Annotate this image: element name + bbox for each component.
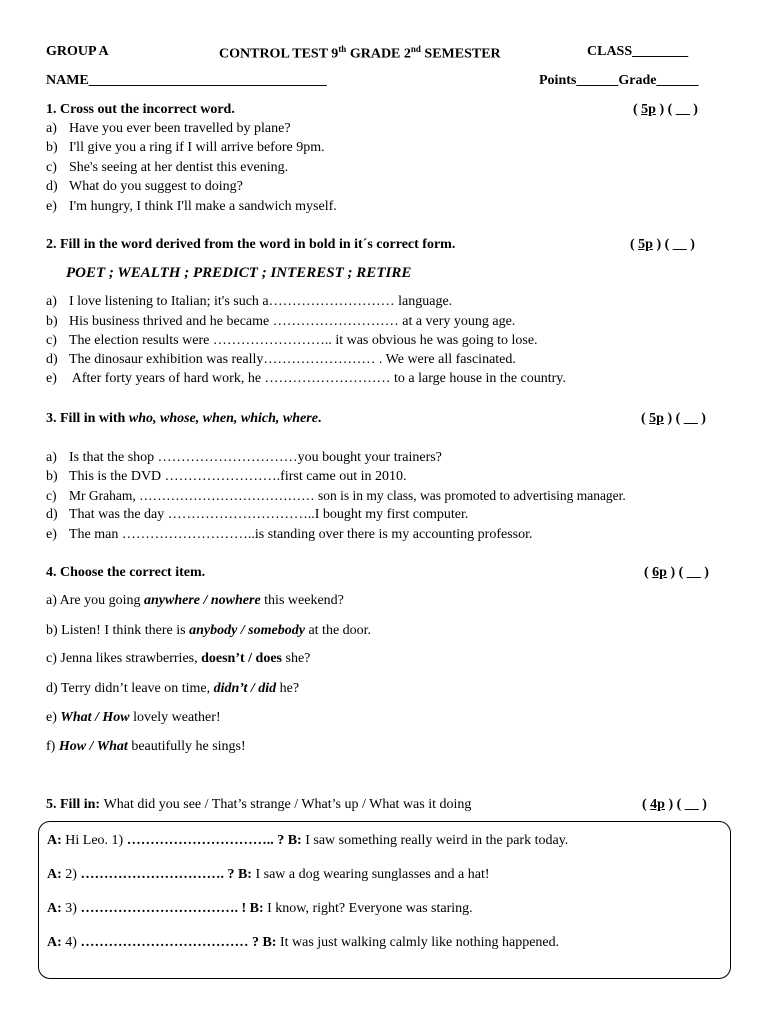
s3-item-e[interactable] [46,527,532,543]
s3-item-c[interactable] [46,488,626,504]
item-text: This is the DVD …………………….first came out in 2010. [69,469,407,484]
dialogue-line-1[interactable] [47,833,568,849]
speaker-a-text: 3) [61,901,81,916]
item-text: lovely weather! [129,710,221,725]
item-label: a) [46,294,57,309]
item-text: a) Are you going [46,593,144,608]
speaker-a: A: [47,935,62,950]
item-text: The election results were …………………….. it was obvious he was going to lose. [69,333,538,348]
section-4-points-close: ) ( __ ) [666,565,709,580]
choice-options[interactable]: doesn’t / does [201,651,283,666]
speaker-b-text: It was just walking calmly like nothing happened. [276,935,560,950]
section-2-points-close: ) ( __ ) [652,237,695,252]
s1-item-d[interactable] [46,179,243,195]
answer-blank[interactable]: ………………………….. ? [126,833,285,848]
s2-item-e[interactable] [46,371,566,387]
answer-blank[interactable]: ……………………………… ? [80,935,259,950]
section-5-points-close: ) ( __ ) [664,797,707,812]
item-text: this weekend? [260,593,344,608]
section-1-points-value: 5p [641,102,656,117]
item-text: b) Listen! I think there is [46,623,190,638]
speaker-b: B: [234,867,252,882]
s2-item-b[interactable] [46,314,515,330]
section-3-points [641,411,706,427]
section-2-points [630,237,695,253]
points-grade-field[interactable]: Points______Grade______ [539,73,699,88]
speaker-b-text: I saw something really weird in the park today. [301,833,569,848]
s4-item-b[interactable] [46,623,371,639]
item-label: e) [46,371,57,386]
item-label: b) [46,140,58,155]
section-5-points [642,797,707,813]
item-text: I love listening to Italian; it's such a……………………… language. [69,294,453,309]
item-label: a) [46,121,57,136]
speaker-a: A: [47,867,62,882]
section-5-title [46,797,471,813]
section-2-title: 2. Fill in the word derived from the word in bold in it´s correct form. [46,237,456,252]
s4-item-d[interactable] [46,681,299,697]
speaker-a: A: [47,833,62,848]
item-label: d) [46,507,58,522]
item-text: at the door. [304,623,372,638]
item-text: Have you ever been travelled by plane? [69,121,291,136]
item-text: Mr Graham, ………………………………… son is in my class, was promoted to advertising manager. [69,488,626,503]
speaker-b: B: [258,935,277,950]
item-text: she? [282,651,311,666]
item-text: The dinosaur exhibition was really…………………… . We were all fascinated. [69,352,516,367]
s1-item-c[interactable] [46,160,288,176]
choice-options[interactable]: anywhere / nowhere [143,593,261,608]
s1-item-e[interactable] [46,199,337,215]
item-text: f) [46,739,59,754]
section-5-title-bold: 5. Fill in: [46,797,104,812]
answer-blank[interactable]: ……………………………. ! [80,901,247,916]
item-text: d) Terry didn’t leave on time, [46,681,214,696]
item-text: e) [46,710,61,725]
section-5-points-open: ( [642,797,651,812]
speaker-a: A: [47,901,62,916]
section-1-points-open: ( [633,102,642,117]
speaker-a-text: 2) [61,867,81,882]
s3-item-b[interactable] [46,469,407,485]
section-4-points [644,565,709,581]
item-text: That was the day …………………………..I bought my first computer. [69,507,469,522]
section-3-title-prefix: 3. Fill in with [46,411,129,426]
item-text: he? [276,681,300,696]
speaker-a-text: 4) [61,935,81,950]
s3-item-a[interactable] [46,450,442,466]
item-label: c) [46,333,57,348]
section-2-points-value: 5p [638,237,653,252]
section-3-points-close: ) ( __ ) [663,411,706,426]
speaker-b: B: [284,833,302,848]
speaker-b: B: [246,901,264,916]
dialogue-line-4[interactable] [47,935,559,951]
name-field[interactable]: NAME__________________________________ [46,73,327,88]
semester-superscript: nd [410,44,421,54]
item-label: b) [46,469,58,484]
item-label: d) [46,352,58,367]
section-4-points-open: ( [644,565,653,580]
s2-item-c[interactable] [46,333,538,349]
s2-item-a[interactable] [46,294,452,310]
s4-item-a[interactable] [46,593,344,609]
item-label: e) [46,527,57,542]
item-label: b) [46,314,58,329]
speaker-b-text: I know, right? Everyone was staring. [263,901,473,916]
item-text: beautifully he sings! [127,739,246,754]
section-1-points-close: ) ( __ ) [655,102,698,117]
s3-item-d[interactable] [46,507,468,523]
section-4-points-value: 6p [652,565,667,580]
choice-options[interactable]: anybody / somebody [189,623,305,638]
test-title-grade: GRADE 2 [346,46,411,62]
choice-options[interactable]: What / How [60,710,130,725]
choice-options[interactable]: didn’t / did [213,681,277,696]
s4-item-f[interactable] [46,739,246,755]
section-5-points-value: 4p [650,797,665,812]
item-label: c) [46,160,57,175]
item-text: What do you suggest to doing? [69,179,243,194]
s2-item-d[interactable] [46,352,516,368]
section-3-points-value: 5p [649,411,664,426]
item-label: c) [46,488,57,503]
answer-blank[interactable]: …………………………. ? [80,867,235,882]
section-3-title-words: who, whose, when, which, where [128,411,318,426]
test-title-prefix: CONTROL TEST 9 [219,46,339,62]
test-title [219,44,501,63]
section-2-points-open: ( [630,237,639,252]
section-3-points-open: ( [641,411,650,426]
item-text: The man ………………………..is standing over there is my accounting professor. [69,527,533,542]
item-label: d) [46,179,58,194]
choice-options[interactable]: How / What [58,739,128,754]
item-text: She's seeing at her dentist this evening. [69,160,289,175]
test-title-semester: SEMESTER [420,46,501,62]
item-text: c) Jenna likes strawberries, [46,651,202,666]
word-bank: POET ; WEALTH ; PREDICT ; INTEREST ; RETIRE [66,265,412,281]
item-text: Is that the shop …………………………you bought your trainers? [69,450,442,465]
speaker-b-text: I saw a dog wearing sunglasses and a hat! [251,867,490,882]
item-label: e) [46,199,57,214]
item-label: a) [46,450,57,465]
dialogue-line-2[interactable] [47,867,490,883]
s1-item-a[interactable] [46,121,291,137]
s4-item-c[interactable] [46,651,310,667]
section-5-phrase-bank: What did you see / That’s strange / What’s up / What was it doing [103,797,472,812]
section-3-title [46,411,321,427]
section-1-points [633,102,698,118]
group-label: GROUP A [46,44,109,59]
item-text: After forty years of hard work, he ……………………… to a large house in the country. [69,371,566,386]
speaker-a-text: Hi Leo. 1) [61,833,127,848]
grade-superscript: th [338,44,347,54]
item-text: I'm hungry, I think I'll make a sandwich myself. [69,199,337,214]
section-1-title: 1. Cross out the incorrect word. [46,102,235,117]
item-text: His business thrived and he became ……………………… at a very young age. [69,314,516,329]
section-3-title-suffix: . [317,411,322,426]
s4-item-e[interactable] [46,710,221,726]
s1-item-b[interactable] [46,140,325,156]
class-field[interactable]: CLASS________ [587,44,689,59]
item-text: I'll give you a ring if I will arrive before 9pm. [69,140,325,155]
dialogue-line-3[interactable] [47,901,473,917]
section-4-title: 4. Choose the correct item. [46,565,206,580]
